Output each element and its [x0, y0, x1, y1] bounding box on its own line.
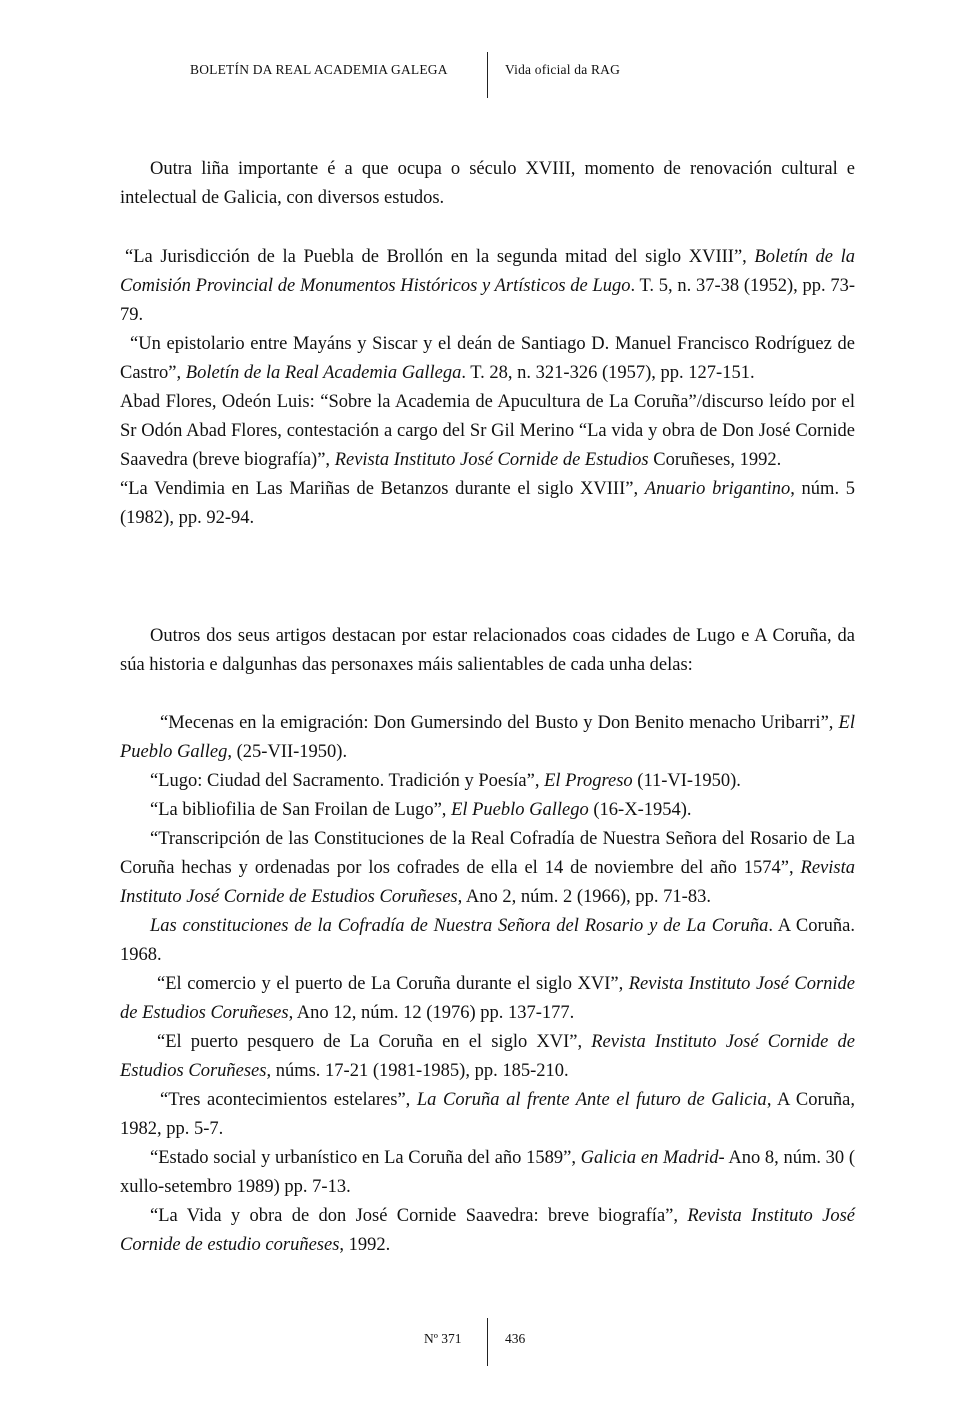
- reference-entry: [120, 796, 855, 825]
- reference-text: “Mecenas en la emigración: Don Gumersindo del Busto y Don Benito menacho Uribarri”,: [160, 713, 839, 733]
- reference-text: Coruñeses, 1992.: [648, 450, 782, 470]
- reference-text: “Transcripción de las Constituciones de la Real Cofradía de Nuestra Señora del Rosario de La Coruña hechas y ordenadas por los cofrades de ella el 14 de noviembre del año 1574”,: [120, 829, 855, 878]
- issue-number: Nº 371: [424, 1331, 462, 1346]
- publication-title: Anuario brigantino: [644, 479, 791, 499]
- paragraph-text: Outros dos seus artigos destacan por estar relacionados coas cidades de Lugo e A Coruña, da súa historia e dalgunhas das personaxes máis salientables de cada unha delas:: [120, 626, 855, 675]
- reference-entry: [120, 1086, 855, 1144]
- reference-text: (16-X-1954).: [588, 800, 692, 820]
- intro-paragraph-2: [120, 622, 855, 680]
- publication-title: Revista Instituto José Cornide de Estudios Coruñeses: [120, 974, 855, 1023]
- reference-entry: [120, 1028, 855, 1086]
- reference-entry: [120, 970, 855, 1028]
- reference-entry: [120, 330, 855, 388]
- reference-text: , núm. 5 (1982), pp. 92-94.: [120, 479, 856, 528]
- reference-text: , 1992.: [339, 1235, 391, 1255]
- reference-text: “La Vendimia en Las Mariñas de Betanzos durante el siglo XVIII”,: [120, 479, 645, 499]
- publication-title: El Progreso: [544, 771, 633, 791]
- reference-entry: [120, 912, 855, 970]
- reference-text: , Ano 12, núm. 12 (1976) pp. 137-177.: [288, 1003, 575, 1023]
- publication-title: El Pueblo Galleg: [120, 713, 855, 762]
- publication-title: Revista Instituto José Cornide de estudio coruñeses: [120, 1206, 855, 1255]
- reference-entry: [120, 475, 855, 533]
- publication-title: El Pueblo Gallego: [451, 800, 589, 820]
- footer-divider: [487, 1318, 488, 1366]
- publication-title: Revista Instituto José Cornide de Estudios Coruñeses: [120, 1032, 855, 1081]
- publication-title: Galicia en Madrid: [580, 1148, 719, 1168]
- reference-entry: [120, 709, 855, 767]
- reference-text: “Estado social y urbanístico en La Coruña del año 1589”,: [150, 1148, 581, 1168]
- reference-text: . A Coruña. 1968.: [120, 916, 855, 965]
- reference-text: “Lugo: Ciudad del Sacramento. Tradición y Poesía”,: [150, 771, 545, 791]
- reference-text: “La Jurisdicción de la Puebla de Brollón en la segunda mitad del siglo XVIII”,: [125, 247, 755, 267]
- publication-title: Boletín de la Comisión Provincial de Monumentos Históricos y Artísticos de Lugo: [120, 247, 855, 296]
- intro-paragraph-1: [120, 155, 855, 213]
- reference-list-1: [120, 243, 855, 533]
- running-header-journal: BOLETÍN DA REAL ACADEMIA GALEGA: [190, 62, 448, 77]
- reference-list-2: [120, 709, 855, 1260]
- reference-text: “La bibliofilia de San Froilan de Lugo”,: [150, 800, 452, 820]
- reference-text: . T. 28, n. 321-326 (1957), pp. 127-151.: [461, 363, 755, 383]
- reference-text: “La Vida y obra de don José Cornide Saavedra: breve biografía”,: [150, 1206, 688, 1226]
- publication-title: La Coruña al frente Ante el futuro de Galicia: [416, 1090, 767, 1110]
- reference-entry: [120, 1202, 855, 1260]
- reference-text: - Ano 8, núm. 30 ( xullo-setembro 1989) pp. 7-13.: [120, 1148, 856, 1197]
- publication-title: Revista Instituto José Cornide de Estudios Coruñeses: [120, 858, 855, 907]
- reference-text: , (25-VII-1950).: [227, 742, 348, 762]
- reference-text: “Tres acontecimientos estelares”,: [160, 1090, 417, 1110]
- publication-title: Revista Instituto José Cornide de Estudios: [334, 450, 649, 470]
- publication-title: Boletín de la Real Academia Gallega: [185, 363, 462, 383]
- reference-entry: [120, 243, 855, 330]
- reference-text: “El comercio y el puerto de La Coruña durante el siglo XVI”,: [157, 974, 629, 994]
- running-header-section: Vida oficial da RAG: [505, 62, 621, 77]
- reference-text: , Ano 2, núm. 2 (1966), pp. 71-83.: [457, 887, 711, 907]
- reference-text: , A Coruña, 1982, pp. 5-7.: [120, 1090, 855, 1139]
- reference-text: “Un epistolario entre Mayáns y Siscar y el deán de Santiago D. Manuel Francisco Rodríguez de Castro”,: [120, 334, 855, 383]
- reference-entry: [120, 388, 855, 475]
- reference-entry: [120, 825, 855, 912]
- reference-text: . T. 5, n. 37-38 (1952), pp. 73-79.: [120, 276, 855, 325]
- reference-text: “El puerto pesquero de La Coruña en el siglo XVI”,: [157, 1032, 592, 1052]
- page-number: 436: [505, 1331, 526, 1346]
- reference-text: , núms. 17-21 (1981-1985), pp. 185-210.: [266, 1061, 569, 1081]
- reference-text: Abad Flores, Odeón Luis: “Sobre la Academia de Apucultura de La Coruña”/discurso leído por el Sr Odón Abad Flores, contestación a cargo del Sr Gil Merino “La vida y obra de Don José Cornide Saavedra (breve biografía)”,: [120, 392, 855, 470]
- reference-entry: [120, 767, 855, 796]
- header-divider: [487, 52, 488, 98]
- reference-entry: [120, 1144, 855, 1202]
- publication-title: Las constituciones de la Cofradía de Nuestra Señora del Rosario y de La Coruña: [150, 916, 769, 936]
- paragraph-text: Outra liña importante é a que ocupa o século XVIII, momento de renovación cultural e intelectual de Galicia, con diversos estudos.: [120, 159, 855, 208]
- reference-text: (11-VI-1950).: [632, 771, 741, 791]
